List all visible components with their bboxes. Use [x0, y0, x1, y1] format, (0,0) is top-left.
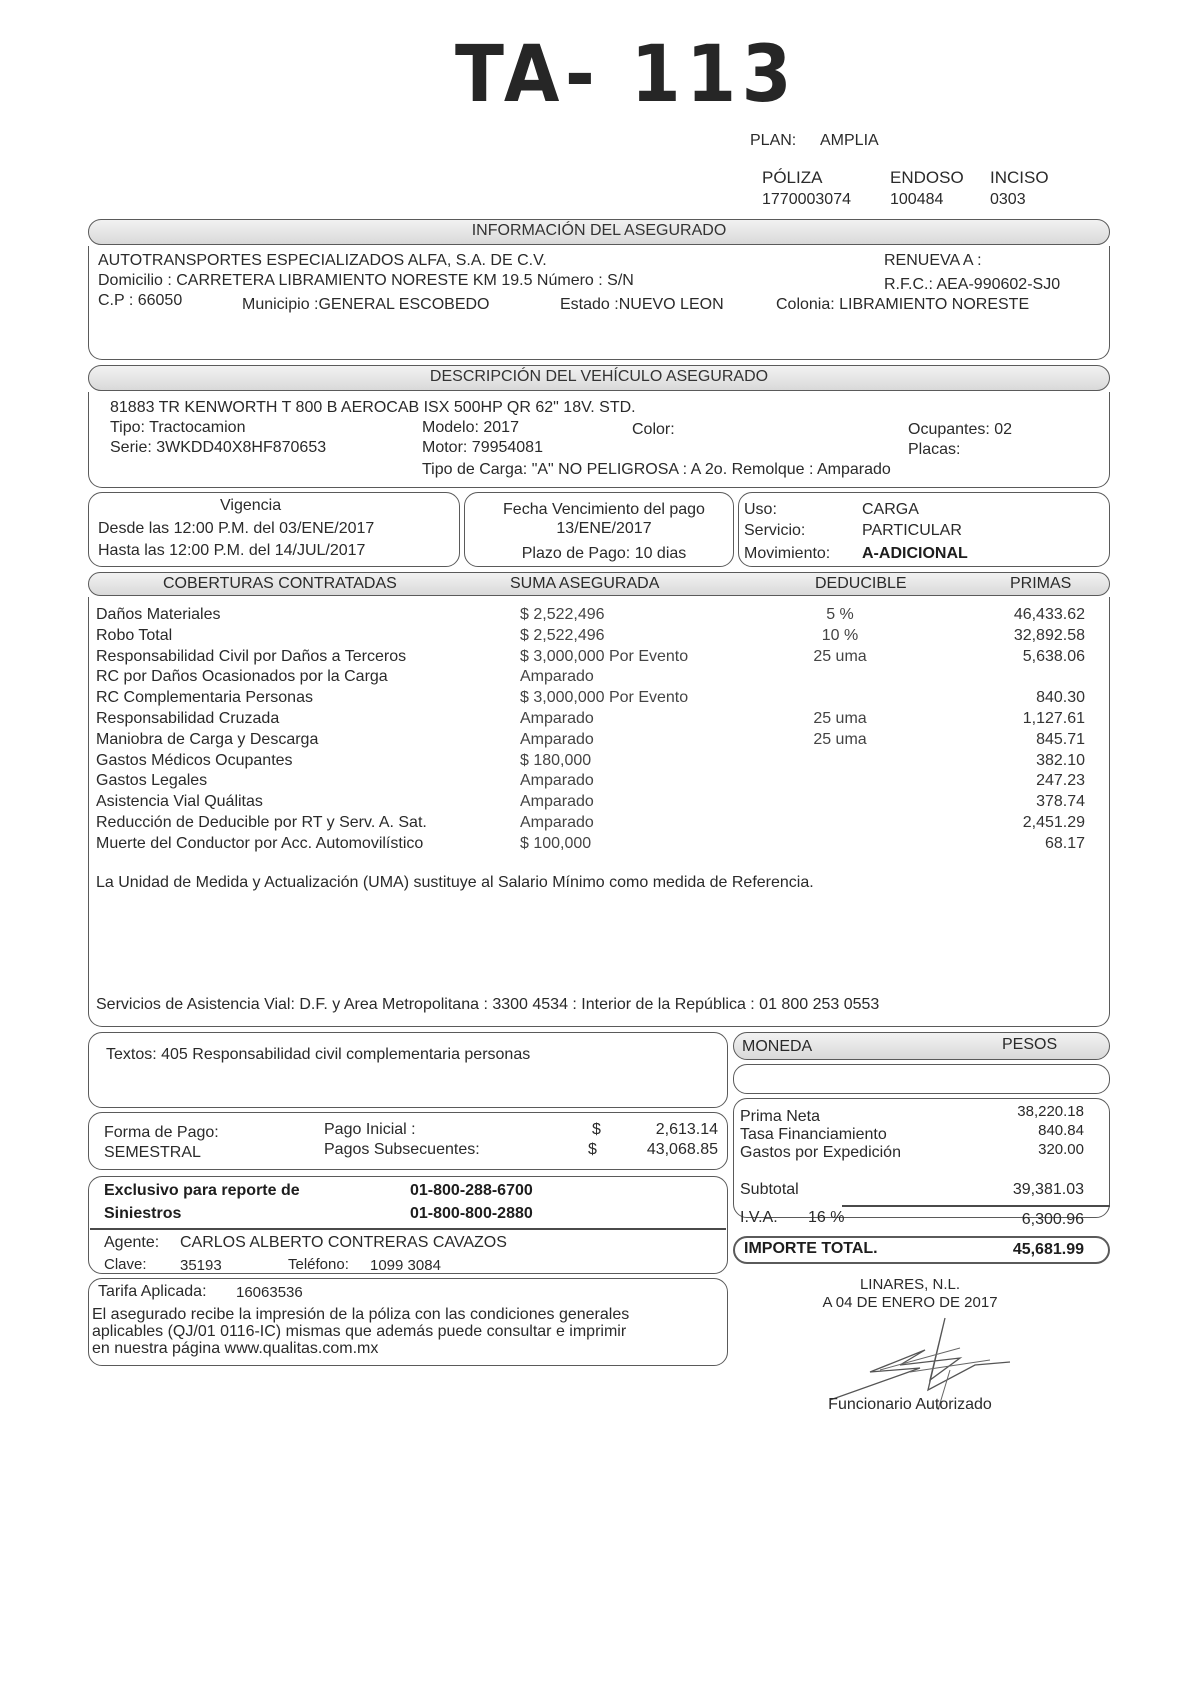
signature-caption: Funcionario Autorizado	[828, 1396, 992, 1413]
coverage-deductible: 5 %	[826, 606, 854, 623]
coverage-premium: 5,638.06	[1022, 648, 1085, 665]
tariff-label: Tarifa Aplicada:	[98, 1283, 207, 1300]
payment-due-title: Fecha Vencimiento del pago	[503, 501, 705, 518]
coverage-sum-insured: $ 100,000	[520, 835, 592, 852]
coverage-sum-insured: Amparado	[520, 793, 594, 810]
agent-clave-label: Clave:	[104, 1256, 147, 1273]
agent-telefono: 1099 3084	[370, 1257, 441, 1274]
coverage-name: Muerte del Conductor por Acc. Automovilístico	[96, 835, 424, 852]
insured-section-title: INFORMACIÓN DEL ASEGURADO	[471, 222, 727, 239]
assistance-phones: Servicios de Asistencia Vial: D.F. y Area Metropolitana : 3300 4534 : Interior de la República : 01 800 253 0553	[96, 996, 880, 1013]
vehicle-color: Color:	[632, 421, 675, 438]
prima-neta-label: Prima Neta	[740, 1108, 821, 1125]
vehicle-serie: Serie: 3WKDD40X8HF870653	[110, 439, 327, 456]
coverage-premium: 68.17	[1044, 835, 1085, 852]
coverage-premium: 382.10	[1036, 752, 1085, 769]
insured-domicilio: Domicilio : CARRETERA LIBRAMIENTO NORESTE KM 19.5 Número : S/N	[98, 272, 634, 289]
coverage-premium: 840.30	[1036, 689, 1085, 706]
coverage-name: Daños Materiales	[96, 606, 221, 623]
agent-telefono-label: Teléfono:	[288, 1256, 349, 1273]
insured-colonia: Colonia: LIBRAMIENTO NORESTE	[776, 296, 1030, 313]
tasa-label: Tasa Financiamiento	[740, 1126, 887, 1143]
insured-municipio: Municipio :GENERAL ESCOBEDO	[242, 296, 490, 313]
plan-value: AMPLIA	[820, 132, 879, 149]
uso-value: CARGA	[862, 501, 919, 518]
plan-label: PLAN:	[750, 132, 797, 149]
notice-line-1: El asegurado recibe la impresión de la póliza con las condiciones generales	[92, 1306, 630, 1323]
vehicle-tipo: Tipo: Tractocamion	[110, 419, 246, 436]
coverages-col-name: COBERTURAS CONTRATADAS	[163, 575, 397, 592]
coverage-premium: 2,451.29	[1022, 814, 1085, 831]
coverage-sum-insured: Amparado	[520, 731, 594, 748]
tasa-value: 840.84	[1038, 1122, 1084, 1139]
handwritten-document-label: TA- 113	[455, 30, 798, 120]
uma-note: La Unidad de Medida y Actualización (UMA) sustituye al Salario Mínimo como medida de Referencia.	[96, 874, 814, 891]
coverage-premium: 46,433.62	[1013, 606, 1085, 623]
tariff-value: 16063536	[236, 1284, 303, 1301]
coverages-col-deductible: DEDUCIBLE	[815, 575, 907, 592]
coverage-sum-insured: Amparado	[520, 772, 594, 789]
insured-cp: C.P : 66050	[98, 292, 183, 309]
servicio-value: PARTICULAR	[862, 522, 962, 539]
movimiento-value: A-ADICIONAL	[862, 545, 968, 562]
agent-name: CARLOS ALBERTO CONTRERAS CAVAZOS	[180, 1234, 507, 1251]
servicio-label: Servicio:	[744, 522, 806, 539]
poliza-number: 1770003074	[762, 191, 851, 208]
coverage-premium: 32,892.58	[1013, 627, 1085, 644]
currency-value: PESOS	[1002, 1036, 1058, 1053]
coverage-name: Responsabilidad Cruzada	[96, 710, 280, 727]
initial-payment-amount: 2,613.14	[655, 1121, 718, 1138]
coverage-sum-insured: $ 2,522,496	[520, 606, 605, 623]
currency-blank-box	[733, 1064, 1110, 1094]
insured-section-header	[88, 219, 1110, 245]
subtotal-divider	[842, 1205, 1110, 1207]
gastos-value: 320.00	[1038, 1141, 1084, 1158]
notice-line-2: aplicables (QJ/01 0116-IC) mismas que además puede consultar e imprimir	[92, 1323, 627, 1340]
iva-value: 6,300.96	[1021, 1211, 1084, 1228]
initial-payment-currency: $	[592, 1121, 601, 1138]
total-label: IMPORTE TOTAL.	[744, 1240, 878, 1257]
coverage-name: Reducción de Deducible por RT y Serv. A. Sat.	[96, 814, 427, 831]
coverage-name: RC por Daños Ocasionados por la Carga	[96, 668, 388, 685]
initial-payment-label: Pago Inicial :	[324, 1121, 416, 1138]
textos: Textos: 405 Responsabilidad civil complementaria personas	[106, 1046, 531, 1063]
currency-label: MONEDA	[742, 1038, 813, 1055]
payment-term: Plazo de Pago: 10 dias	[521, 545, 687, 562]
coverage-name: Asistencia Vial Quálitas	[96, 793, 263, 810]
vehicle-tipo-carga: Tipo de Carga: "A" NO PELIGROSA : A 2o. Remolque : Amparado	[422, 461, 891, 478]
claims-line2: Siniestros	[104, 1205, 182, 1222]
vehicle-placas: Placas:	[908, 441, 961, 458]
coverage-deductible: 10 %	[821, 627, 859, 644]
coverage-premium: 247.23	[1036, 772, 1085, 789]
coverage-name: Responsabilidad Civil por Daños a Terceros	[96, 648, 407, 665]
subtotal-label: Subtotal	[740, 1181, 799, 1198]
vigencia-desde: Desde las 12:00 P.M. del 03/ENE/2017	[98, 520, 375, 537]
coverage-name: Gastos Médicos Ocupantes	[96, 752, 293, 769]
coverage-sum-insured: $ 3,000,000 Por Evento	[520, 689, 689, 706]
signature-place: LINARES, N.L.	[859, 1276, 961, 1293]
subsequent-payments-label: Pagos Subsecuentes:	[324, 1141, 480, 1158]
payment-form-value: SEMESTRAL	[104, 1144, 201, 1161]
coverage-sum-insured: $ 2,522,496	[520, 627, 605, 644]
claims-line1: Exclusivo para reporte de	[104, 1182, 300, 1199]
signature-date: A 04 DE ENERO DE 2017	[822, 1294, 998, 1311]
coverage-sum-insured: Amparado	[520, 814, 594, 831]
uso-label: Uso:	[744, 501, 777, 518]
vigencia-title: Vigencia	[220, 497, 282, 514]
iva-label: I.V.A.	[740, 1209, 778, 1226]
coverage-sum-insured: $ 3,000,000 Por Evento	[520, 648, 689, 665]
coverage-deductible: 25 uma	[813, 710, 867, 727]
payment-due-date: 13/ENE/2017	[556, 520, 652, 537]
prima-neta-value: 38,220.18	[1017, 1103, 1084, 1120]
total-value: 45,681.99	[1012, 1241, 1084, 1258]
vehicle-description: 81883 TR KENWORTH T 800 B AEROCAB ISX 500HP QR 62" 18V. STD.	[110, 399, 636, 416]
inciso-label: INCISO	[990, 168, 1049, 187]
insured-estado: Estado :NUEVO LEON	[560, 296, 724, 313]
vehicle-modelo: Modelo: 2017	[422, 419, 519, 436]
coverage-name: Robo Total	[96, 627, 173, 644]
iva-rate: 16 %	[808, 1209, 845, 1226]
agent-label: Agente:	[104, 1234, 160, 1251]
notice-line-3: en nuestra página www.qualitas.com.mx	[92, 1340, 379, 1357]
vehicle-motor: Motor: 79954081	[422, 439, 543, 456]
vehicle-section-title: DESCRIPCIÓN DEL VEHÍCULO ASEGURADO	[429, 368, 769, 385]
signature-scribble-icon	[810, 1310, 1040, 1410]
coverage-premium: 845.71	[1036, 731, 1085, 748]
insured-rfc: R.F.C.: AEA-990602-SJ0	[884, 276, 1061, 293]
agent-clave: 35193	[180, 1257, 222, 1274]
claims-divider	[90, 1228, 726, 1230]
renueva-label: RENUEVA A :	[884, 252, 982, 269]
inciso-number: 0303	[990, 191, 1026, 208]
endoso-label: ENDOSO	[890, 168, 964, 187]
coverages-col-premium: PRIMAS	[1010, 575, 1072, 592]
coverage-name: Gastos Legales	[96, 772, 208, 789]
payment-form-label: Forma de Pago:	[104, 1124, 219, 1141]
coverages-col-sum: SUMA ASEGURADA	[510, 575, 660, 592]
coverage-premium: 378.74	[1036, 793, 1085, 810]
coverage-sum-insured: Amparado	[520, 710, 594, 727]
coverage-deductible: 25 uma	[813, 648, 867, 665]
coverage-name: RC Complementaria Personas	[96, 689, 313, 706]
subtotal-value: 39,381.03	[1012, 1181, 1084, 1198]
endoso-number: 100484	[890, 191, 944, 208]
coverage-deductible: 25 uma	[813, 731, 867, 748]
subsequent-payments-currency: $	[588, 1141, 597, 1158]
subsequent-payments-amount: 43,068.85	[646, 1141, 718, 1158]
vehicle-section-header	[88, 365, 1110, 391]
coverage-sum-insured: $ 180,000	[520, 752, 592, 769]
poliza-label: PÓLIZA	[762, 168, 823, 187]
movimiento-label: Movimiento:	[744, 545, 831, 562]
vehicle-ocupantes: Ocupantes: 02	[908, 421, 1013, 438]
gastos-label: Gastos por Expedición	[740, 1144, 901, 1161]
coverage-name: Maniobra de Carga y Descarga	[96, 731, 319, 748]
claims-phone-2[interactable]: 01-800-800-2880	[410, 1205, 533, 1222]
textos-box	[88, 1032, 728, 1108]
claims-phone-1[interactable]: 01-800-288-6700	[410, 1182, 533, 1199]
insured-name: AUTOTRANSPORTES ESPECIALIZADOS ALFA, S.A. DE C.V.	[98, 252, 547, 269]
coverage-premium: 1,127.61	[1022, 710, 1085, 727]
vigencia-hasta: Hasta las 12:00 P.M. del 14/JUL/2017	[98, 542, 366, 559]
coverage-sum-insured: Amparado	[520, 668, 594, 685]
